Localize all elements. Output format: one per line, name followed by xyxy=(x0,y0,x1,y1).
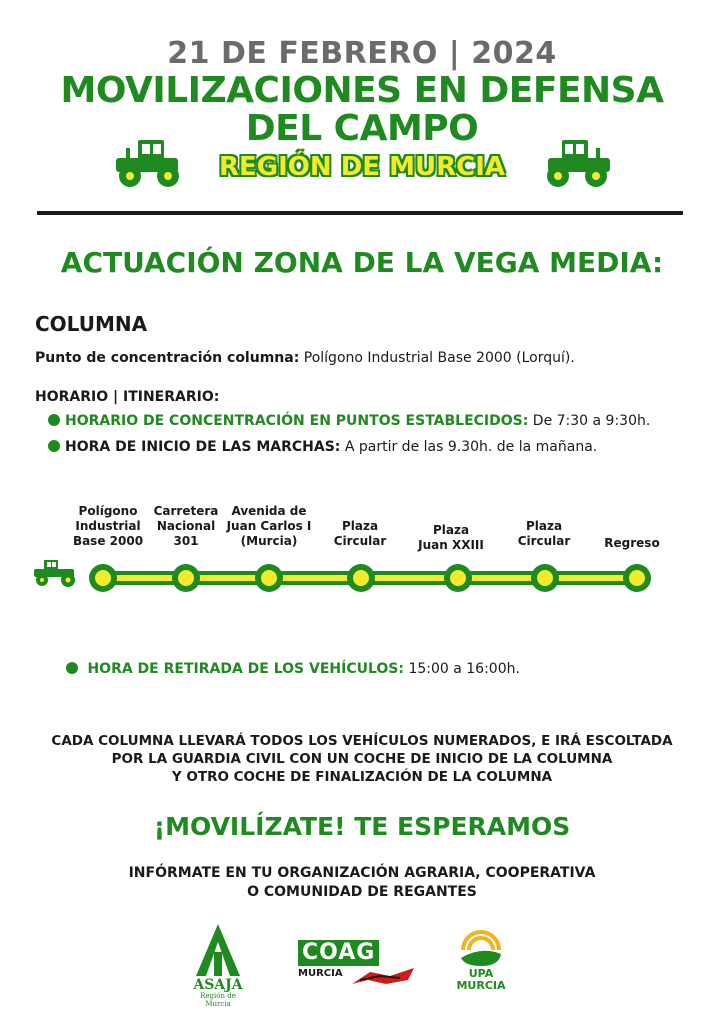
route-stop-icon xyxy=(172,564,200,592)
route-stop-label: Plaza Circular xyxy=(517,519,571,548)
start-value: A partir de las 9.30h. de la mañana. xyxy=(344,439,598,455)
withdrawal-item xyxy=(66,661,520,677)
column-title: COLUMNA xyxy=(35,312,148,336)
upa-logo xyxy=(455,928,507,1002)
main-title xyxy=(0,72,724,148)
upa-mark-icon xyxy=(459,928,503,968)
route-stop-label: Regreso xyxy=(604,536,660,550)
schedule-heading: HORARIO | ITINERARIO: xyxy=(35,389,220,405)
route-stop-icon xyxy=(255,564,283,592)
bullet-icon xyxy=(48,440,60,452)
escort-notice xyxy=(0,732,724,786)
meeting-value: Polígono Industrial Base 2000 (Lorquí). xyxy=(303,350,575,366)
concentration-value: De 7:30 a 9:30h. xyxy=(532,413,651,429)
call-to-action: ¡MOVILÍZATE! TE ESPERAMOS xyxy=(153,812,571,841)
route-stop-label: Avenida de Juan Carlos I (Murcia) xyxy=(226,504,312,548)
route-stop-icon xyxy=(347,564,375,592)
region-heading: REGIÓN DE MURCIA xyxy=(219,152,505,182)
route-stop-icon xyxy=(623,564,651,592)
coag-sub: MURCIA xyxy=(298,968,343,979)
tractor-icon xyxy=(34,560,75,587)
zone-title: ACTUACIÓN ZONA DE LA VEGA MEDIA: xyxy=(60,246,664,279)
main-title-line1: MOVILIZACIONES EN DEFENSA xyxy=(60,70,664,111)
route-diagram xyxy=(0,496,724,606)
route-stop-label: Carretera Nacional 301 xyxy=(153,504,219,548)
divider xyxy=(37,211,683,215)
upa-sub: MURCIA xyxy=(456,979,506,992)
start-item xyxy=(48,439,597,455)
route-stop-icon xyxy=(89,564,117,592)
notice-line: Y OTRO COCHE DE FINALIZACIÓN DE LA COLUMNA xyxy=(171,769,553,785)
notice-line: CADA COLUMNA LLEVARÁ TODOS LOS VEHÍCULOS NUMERADOS, E IRÁ ESCOLTADA xyxy=(51,733,673,749)
asaja-sub: Región de Murcia xyxy=(200,992,236,1008)
withdrawal-label: HORA DE RETIRADA DE LOS VEHÍCULOS: xyxy=(87,661,404,677)
route-stop-label: Polígono Industrial Base 2000 xyxy=(72,504,144,548)
info-line: O COMUNIDAD DE REGANTES xyxy=(247,884,477,900)
meeting-point xyxy=(35,350,575,366)
notice-line: POR LA GUARDIA CIVIL CON UN COCHE DE INICIO DE LA COLUMNA xyxy=(111,751,613,767)
info-line: INFÓRMATE EN TU ORGANIZACIÓN AGRARIA, COOPERATIVA xyxy=(128,865,596,881)
route-stop-label: Plaza Circular xyxy=(333,519,387,548)
concentration-label: HORARIO DE CONCENTRACIÓN EN PUNTOS ESTABLECIDOS: xyxy=(65,413,529,429)
route-stop-icon xyxy=(531,564,559,592)
main-title-line2: DEL CAMPO xyxy=(245,108,479,149)
coag-logo xyxy=(298,940,418,990)
bullet-icon xyxy=(66,662,78,674)
start-label: HORA DE INICIO DE LAS MARCHAS: xyxy=(65,439,341,455)
asaja-logo xyxy=(188,922,248,1008)
asaja-name: ASAJA xyxy=(193,977,243,993)
route-stop-icon xyxy=(444,564,472,592)
coag-swoosh-icon xyxy=(350,966,416,988)
route-stop-label: Plaza Juan XXIII xyxy=(418,523,484,552)
concentration-item xyxy=(48,413,650,429)
meeting-label: Punto de concentración columna: xyxy=(35,350,300,366)
upa-name: UPA xyxy=(468,967,494,980)
asaja-mark-icon xyxy=(188,922,248,978)
withdrawal-value: 15:00 a 16:00h. xyxy=(408,661,520,677)
coag-name: COAG xyxy=(298,940,379,966)
info-text xyxy=(0,864,724,902)
bullet-icon xyxy=(48,414,60,426)
date-heading: 21 DE FEBRERO | 2024 xyxy=(167,36,557,71)
